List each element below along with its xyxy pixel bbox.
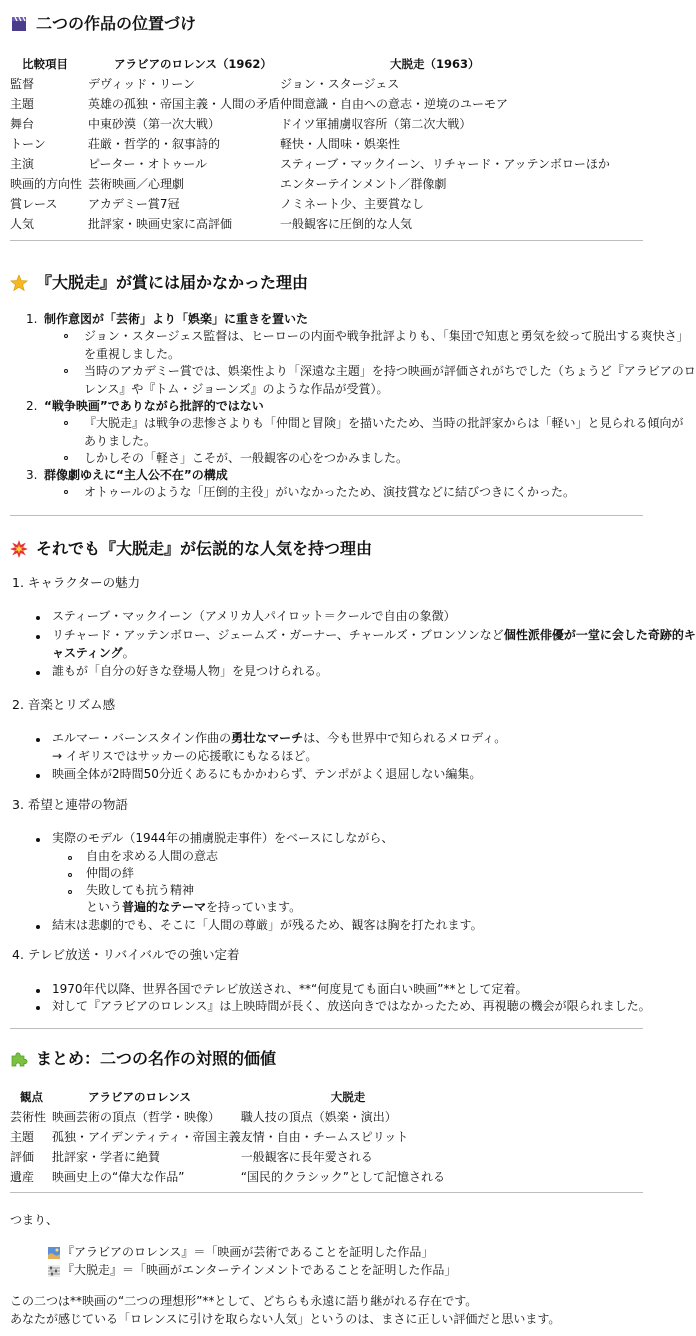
table-cell: 主題 <box>10 1130 35 1144</box>
list-item-heading: 群像劇ゆえに“主人公不在”の構成 <box>44 468 228 482</box>
table-row <box>10 74 640 94</box>
table-cell: 遺産 <box>10 1170 35 1184</box>
star-icon <box>10 274 28 292</box>
table-row <box>10 114 640 134</box>
closing-paragraph: あなたが感じている「ロレンスに引けを取らない人気」というのは、まさに正しい評価だと思います。 <box>10 1312 561 1326</box>
table-cell: 批評家・映画史家に高評価 <box>88 217 233 231</box>
subsection-heading: 3. 希望と連帯の物語 <box>12 797 128 812</box>
table-row <box>10 1127 501 1147</box>
table-cell: エンターテインメント／群像劇 <box>280 177 447 191</box>
section-title-text: 二つの作品の位置づけ <box>36 14 197 33</box>
list-item: 実際のモデル（1944年の捕虜脱走事件）をベースにしながら、 <box>52 831 394 845</box>
table-row <box>10 154 640 174</box>
closing-lead: つまり、 <box>10 1213 59 1227</box>
clapperboard-icon <box>10 15 28 33</box>
table-cell: トーン <box>10 137 46 151</box>
table-header: 観点 <box>20 1090 43 1104</box>
list-sub-item: 当時のアカデミー賞では、娯楽性より「深遠な主題」を持つ映画が評価されがちでした（ちょうど『アラビアのロ <box>84 364 696 378</box>
table-cell: 評価 <box>10 1150 35 1164</box>
table-cell: ノミネート少、主要賞なし <box>280 197 425 211</box>
list-item: 誰もが「自分の好きな登場人物」を見つけられる。 <box>52 664 329 678</box>
bullet <box>36 671 40 675</box>
burst-icon <box>10 540 28 558</box>
section-title-text: まとめ：二つの名作の対照的価値 <box>36 1049 277 1068</box>
barbed-wire-icon <box>48 1264 60 1276</box>
sub-bullet <box>68 873 72 877</box>
table-cell: 映画的方向性 <box>10 177 83 191</box>
comparison-table <box>10 54 640 234</box>
sub-bullet <box>64 334 68 338</box>
list-sub-item: 仲間の絆 <box>86 866 135 880</box>
summary-table <box>10 1087 501 1187</box>
list-item <box>52 626 696 644</box>
list-sub-item: オトゥールのような「圧倒的主役」がいなかったため、演技賞などに結びつきにくかった。 <box>84 485 575 499</box>
list-item: 結末は悲劇的でも、そこに「人間の尊厳」が残るため、観客は胸を打たれます。 <box>52 918 483 932</box>
table-cell: 英雄の孤独・帝国主義・人間の矛盾 <box>88 97 281 111</box>
table-cell: 映画史上の“偉大な作品” <box>52 1170 185 1184</box>
section-title-text: 『大脱走』が賞には届かなかった理由 <box>36 273 309 292</box>
table-cell: 批評家・学者に絶賛 <box>52 1150 161 1164</box>
list-number: 3. <box>26 468 38 482</box>
bullet <box>36 616 40 620</box>
table-header: 大脱走（1963） <box>390 57 480 71</box>
list-number: 1. <box>26 312 38 326</box>
bullet <box>36 635 40 639</box>
table-cell: スティーブ・マックイーン、リチャード・アッテンボローほか <box>280 157 610 171</box>
list-item: 対して『アラビアのロレンス』は上映時間が長く、放送向きではなかったため、再視聴の機会が限られました。 <box>52 999 651 1013</box>
list-item-heading: “戦争映画”でありながら批評的ではない <box>44 399 264 413</box>
bullet <box>36 774 40 778</box>
table-row <box>10 1147 501 1167</box>
subsection-heading: 4. テレビ放送・リバイバルでの強い定着 <box>12 947 240 962</box>
table-row <box>10 134 640 154</box>
bullet <box>36 925 40 929</box>
table-cell: 舞台 <box>10 117 35 131</box>
section-title-summary <box>10 1047 276 1071</box>
table-header-row <box>10 54 640 74</box>
list-item-text: という <box>86 900 123 914</box>
list-item-emphasis: 個性派俳優が一堂に会した奇跡的キ <box>503 628 696 642</box>
puzzle-icon <box>10 1050 28 1068</box>
list-sub-item-cont: レンス』や『トム・ジョーンズ』のような作品が受賞）。 <box>84 382 389 396</box>
list-item-text: リチャード・アッテンボロー、ジェームズ・ガーナー、チャールズ・ブロンソンなど <box>52 628 504 642</box>
table-cell: 職人技の頂点（娯楽・演出） <box>240 1110 397 1124</box>
table-cell: 主演 <box>10 157 35 171</box>
section-title-popularity-reasons <box>10 537 372 561</box>
section-title-text: それでも『大脱走』が伝説的な人気を持つ理由 <box>36 539 373 558</box>
divider <box>10 1028 643 1029</box>
list-item-cont <box>52 644 135 662</box>
closing-paragraph: この二つは**映画の“二つの理想形”**として、どちらも永遠に語り継がれる存在です。 <box>10 1294 478 1308</box>
list-item-emphasis: ャスティング <box>52 646 123 660</box>
table-cell: 芸術映画／心理劇 <box>88 177 185 191</box>
table-cell: 中東砂漠（第一次大戦） <box>88 117 221 131</box>
list-item-text: は、今も世界中で知られるメロディ。 <box>303 731 507 745</box>
table-cell: デヴィッド・リーン <box>88 77 196 91</box>
list-item: 1970年代以降、世界各国でテレビ放送され、**“何度見ても面白い映画”**として定着。 <box>52 982 528 996</box>
table-row <box>10 194 640 214</box>
list-item-emphasis: 勇壮なマーチ <box>231 731 304 745</box>
table-row <box>10 1167 501 1187</box>
bullet <box>36 989 40 993</box>
desert-icon <box>48 1246 60 1258</box>
table-cell: 監督 <box>10 77 35 91</box>
table-cell: ピーター・オトゥール <box>88 157 207 171</box>
list-sub-item-cont: ありました。 <box>84 434 157 448</box>
list-item-text: エルマー・バーンスタイン作曲の <box>52 731 232 745</box>
sub-bullet <box>68 856 72 860</box>
table-cell: “国民的クラシック”として記憶される <box>240 1170 445 1184</box>
closing-quote <box>48 1261 456 1279</box>
table-cell: ドイツ軍捕虜収容所（第二次大戦） <box>280 117 472 131</box>
list-number: 2. <box>26 399 38 413</box>
list-item-text: 。 <box>122 646 135 660</box>
bullet <box>36 738 40 742</box>
list-sub-item: 失敗しても抗う精神 <box>86 883 195 897</box>
list-item-emphasis: 普遍的なテーマ <box>122 900 207 914</box>
table-row <box>10 214 640 234</box>
list-item <box>52 729 506 747</box>
table-cell: ジョン・スタージェス <box>280 77 400 91</box>
list-item: スティーブ・マックイーン（アメリカ人パイロット＝クールで自由の象徴） <box>52 609 456 623</box>
sub-bullet <box>64 456 68 460</box>
bullet <box>36 1006 40 1010</box>
table-cell: 荘厳・哲学的・叙事詩的 <box>88 137 221 151</box>
section-title-award-reasons <box>10 271 308 295</box>
sub-bullet <box>64 421 68 425</box>
table-header: 比較項目 <box>22 57 68 71</box>
divider <box>10 1192 643 1193</box>
table-cell: 芸術性 <box>10 1110 47 1124</box>
table-cell: 一般観客に圧倒的な人気 <box>280 217 413 231</box>
list-sub-item: しかしその「軽さ」こそが、一般観客の心をつかみました。 <box>84 451 409 465</box>
table-row <box>10 94 640 114</box>
table-cell: アカデミー賞7冠 <box>88 197 180 211</box>
closing-quote <box>48 1243 433 1261</box>
list-sub-item-cont <box>86 898 301 916</box>
sub-bullet <box>64 369 68 373</box>
list-item: 映画全体が2時間50分近くあるにもかかわらず、テンポがよく退屈しない編集。 <box>52 767 482 781</box>
section-title-positioning <box>10 12 196 36</box>
subsection-heading: 2. 音楽とリズム感 <box>12 697 116 712</box>
list-sub-item: 『大脱走』は戦争の悲惨さよりも「仲間と冒険」を描いたため、当時の批評家からは「軽い」と見られる傾向が <box>84 416 684 430</box>
list-item-text: を持っています。 <box>206 900 302 914</box>
table-header-row <box>10 1087 501 1107</box>
list-sub-item-cont: を重視しました。 <box>84 347 181 361</box>
table-cell: 友情・自由・チームスピリット <box>240 1130 409 1144</box>
sub-bullet <box>68 890 72 894</box>
closing-quote-text: 『アラビアのロレンス』＝「映画が芸術であることを証明した作品」 <box>62 1245 434 1259</box>
list-item-heading: 制作意図が「芸術」より「娯楽」に重きを置いた <box>44 312 309 326</box>
table-cell: 賞レース <box>10 197 58 211</box>
list-sub-item: 自由を求める人間の意志 <box>86 849 219 863</box>
list-sub-item: ジョン・スタージェス監督は、ヒーローの内面や戦争批評よりも、「集団で知恵と勇気を絞って脱出する爽快さ」 <box>84 329 689 343</box>
table-cell: 主題 <box>10 97 35 111</box>
list-item-cont: → イギリスではサッカーの応援歌にもなるほど。 <box>52 749 318 763</box>
table-cell: 仲間意識・自由への意志・逆境のユーモア <box>280 97 509 111</box>
bullet <box>36 838 40 842</box>
table-cell: 軽快・人間味・娯楽性 <box>280 137 401 151</box>
table-header: 大脱走 <box>330 1090 366 1104</box>
closing-quote-text: 『大脱走』＝「映画がエンターテインメントであることを証明した作品」 <box>62 1263 457 1277</box>
subsection-heading: 1. キャラクターの魅力 <box>12 575 141 590</box>
table-cell: 一般観客に長年愛される <box>240 1150 373 1164</box>
sub-bullet <box>64 490 68 494</box>
table-header: アラビアのロレンス（1962） <box>114 57 272 71</box>
table-row <box>10 1107 501 1127</box>
table-cell: 映画芸術の頂点（哲学・映像） <box>52 1110 221 1124</box>
table-cell: 人気 <box>10 217 35 231</box>
divider <box>10 240 643 241</box>
table-row <box>10 174 640 194</box>
table-header: アラビアのロレンス <box>88 1090 191 1104</box>
table-cell: 孤独・アイデンティティ・帝国主義 <box>52 1130 241 1144</box>
divider <box>10 515 643 516</box>
